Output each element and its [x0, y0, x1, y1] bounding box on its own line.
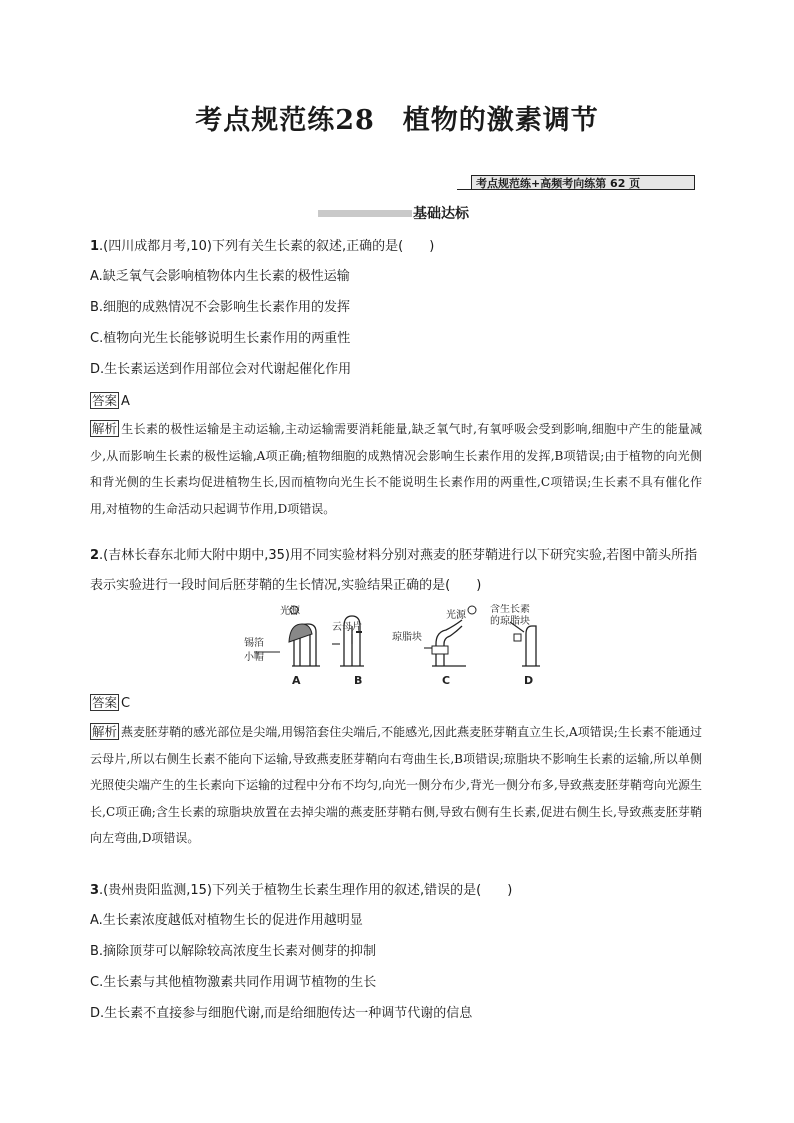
answer-value: C [121, 696, 131, 711]
q1-option-b: B.细胞的成熟情况不会影响生长素作用的发挥 [90, 300, 351, 315]
q3-option-a: A.生长素浓度越低对植物生长的促进作用越明显 [90, 913, 363, 928]
light-bulb-icon [468, 606, 476, 614]
explanation-text: 生长素的极性运输是主动运输,主动运输需要消耗能量,缺乏氧气时,有氧呼吸会受到影响,细胞中产生的能量减少,从而影响生长素的极性运输,A项正确;植物细胞的成熟情况会影响生长素作用的发挥,B项错误;由于植物的向光侧和背光侧的生长素均促进植物生长,因而植物向光生长不能说明生长素作用的两重性,C项错误;生长素不具有催化作用,对植物的生命活动只起调节作用,D项错误。 [90, 422, 702, 516]
question-number: 3 [90, 883, 100, 898]
label-cap: 小帽 [244, 652, 264, 663]
question-number: 1 [90, 239, 100, 254]
panel-label-b: B [354, 674, 363, 687]
section-title: 基础达标 [413, 206, 469, 222]
q1-explanation [90, 416, 702, 522]
question-2 [90, 541, 702, 601]
explanation-text: 燕麦胚芽鞘的感光部位是尖端,用锡箔套住尖端后,不能感光,因此燕麦胚芽鞘直立生长,A项错误;生长素不能通过云母片,所以右侧生长素不能向下运输,导致燕麦胚芽鞘向右弯曲生长,B项错误;琼脂块不影响生长素的运输,所以单侧光照使尖端产生的生长素向下运输的过程中分布不均匀,向光一侧分布少,背光一侧分布多,导致燕麦胚芽鞘弯向光源生长,C项正确;含生长素的琼脂块放置在去掉尖端的燕麦胚芽鞘右侧,导致右侧有生长素,促进右侧生长,导致燕麦胚芽鞘向左弯曲,D项错误。 [90, 725, 702, 845]
q1-answer [90, 392, 130, 409]
panel-label-a: A [292, 674, 301, 687]
section-bar [318, 210, 412, 217]
label-light-c: 光源 [446, 610, 466, 621]
reference-box: 考点规范练+高频考向练第 62 页 [471, 175, 695, 190]
label-light-a: 光源 [280, 606, 300, 617]
question-stem: .(四川成都月考,10)下列有关生长素的叙述,正确的是( ) [99, 239, 435, 254]
ref-box-line [457, 189, 471, 190]
label-auxin-agar-1: 含生长素 [490, 604, 530, 615]
question-stem: .(贵州贵阳监测,15)下列关于植物生长素生理作用的叙述,错误的是( ) [99, 883, 513, 898]
q2-answer [90, 694, 130, 711]
question-number: 2 [90, 548, 100, 563]
q3-option-d: D.生长素不直接参与细胞代谢,而是给细胞传达一种调节代谢的信息 [90, 1006, 473, 1021]
q3-option-b: B.摘除顶芽可以解除较高浓度生长素对侧芽的抑制 [90, 944, 377, 959]
q2-explanation [90, 719, 702, 852]
q1-option-a: A.缺乏氧气会影响植物体内生长素的极性运输 [90, 269, 350, 284]
answer-value: A [121, 394, 130, 409]
label-auxin-agar-2: 的琼脂块 [490, 616, 530, 627]
panel-d-coleoptile [522, 626, 540, 666]
answer-tag: 答案 [92, 695, 118, 710]
answer-tag: 答案 [92, 393, 118, 408]
explanation-tag: 解析 [92, 421, 118, 436]
panel-c-coleoptile [432, 620, 466, 666]
label-foil: 锡箔 [244, 638, 264, 649]
q1-option-c: C.植物向光生长能够说明生长素作用的两重性 [90, 331, 351, 346]
coleoptile-experiment-figure [240, 604, 560, 690]
q3-option-c: C.生长素与其他植物激素共同作用调节植物的生长 [90, 975, 377, 990]
question-stem: .(吉林长春东北师大附中期中,35)用不同实验材料分别对燕麦的胚芽鞘进行以下研究实验,若图中箭头所指表示实验进行一段时间后胚芽鞘的生长情况,实验结果正确的是( ) [90, 548, 698, 593]
agar-block [432, 646, 448, 654]
explanation-tag: 解析 [92, 724, 118, 739]
q1-option-d: D.生长素运送到作用部位会对代谢起催化作用 [90, 362, 352, 377]
panel-label-d: D [524, 674, 534, 687]
question-1 [90, 232, 702, 262]
auxin-agar-block [514, 634, 521, 641]
page-title: 考点规范练28 植物的激素调节 [195, 105, 599, 136]
label-agar: 琼脂块 [392, 632, 422, 643]
question-3 [90, 876, 702, 906]
label-mica: 云母片 [332, 622, 362, 633]
panel-label-c: C [442, 674, 451, 687]
